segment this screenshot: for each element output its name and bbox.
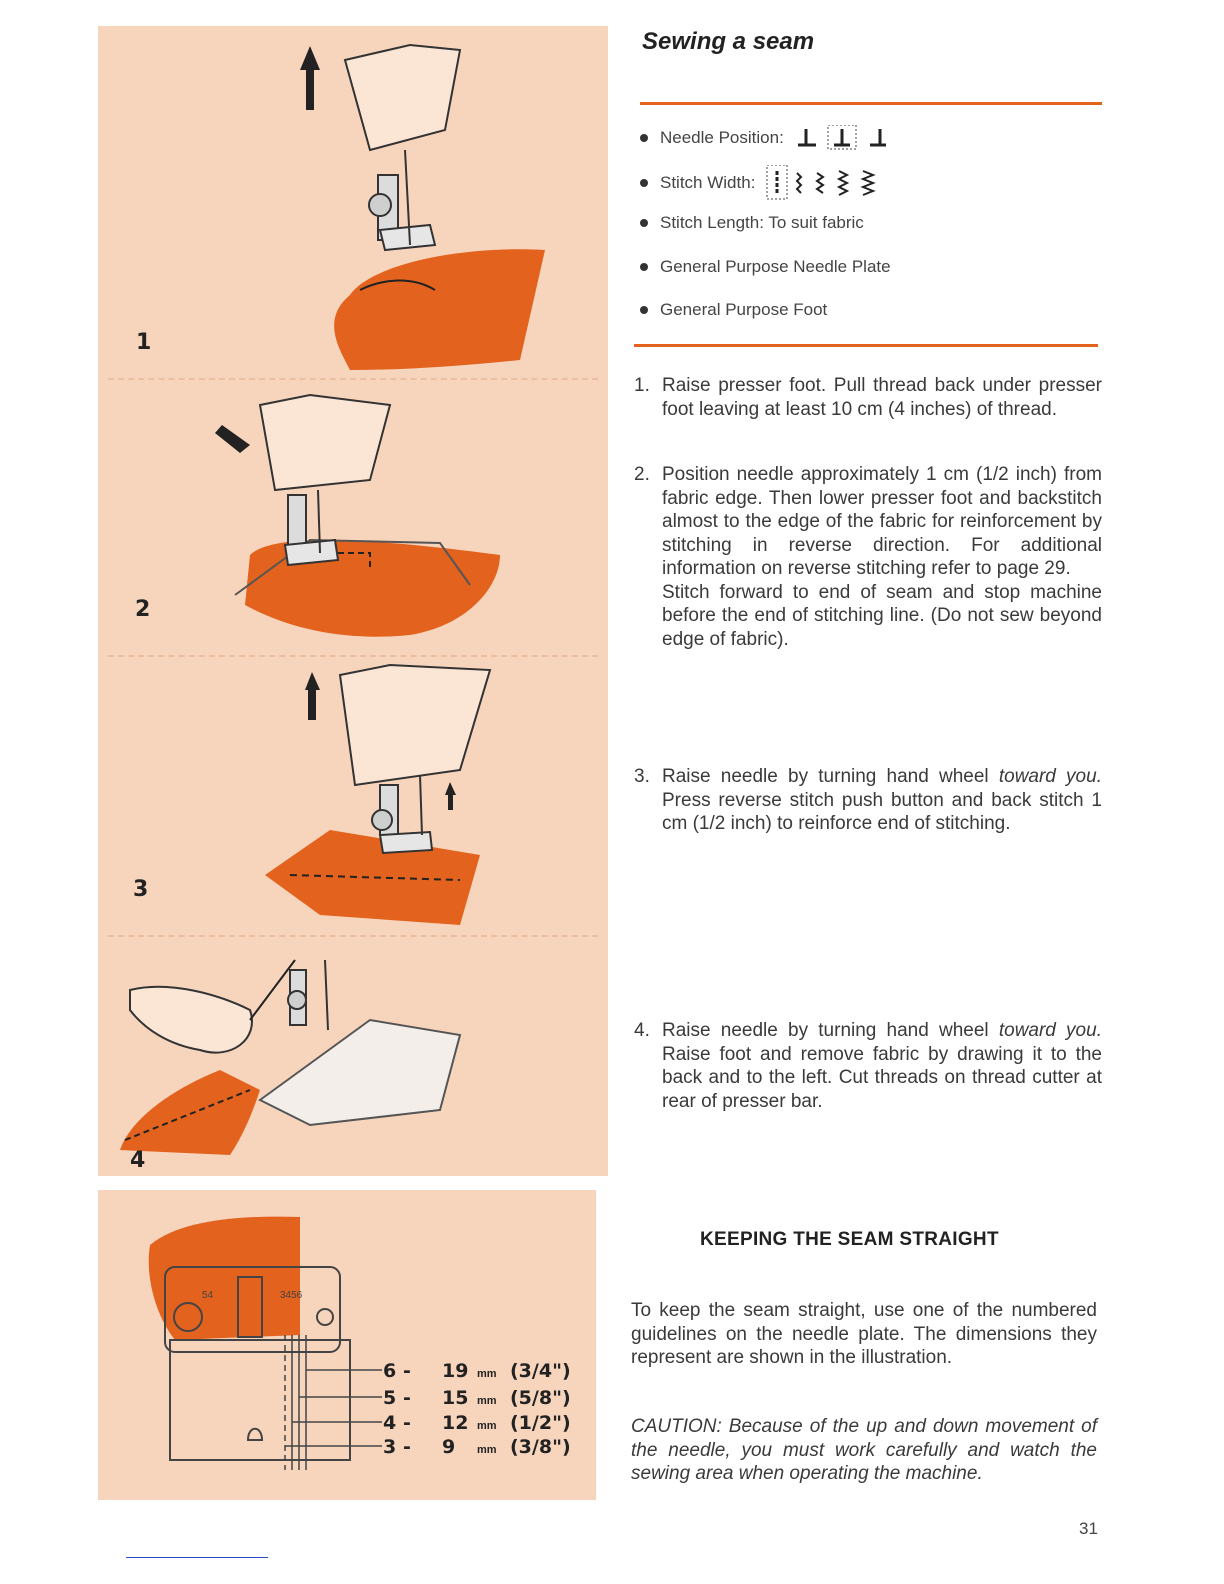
guideline-inch: (3/4"): [510, 1360, 571, 1382]
guideline-inch: (1/2"): [510, 1412, 571, 1434]
svg-text:-: -: [403, 1360, 411, 1382]
svg-text:-: -: [403, 1436, 411, 1458]
guideline-row: [383, 1412, 571, 1434]
pointer-arrow-icon: [215, 425, 250, 453]
bullet-icon: [640, 306, 648, 314]
presser-foot: [285, 540, 338, 565]
figure-divider: [108, 935, 598, 937]
instruction-step-2: 2. Position needle approximately 1 cm (1/2 inch) from fabric edge. Then lower presser foot and backstitch almost to the edge of the fabric for reinforcement by stitching in reverse direction. For additional information on reverse stitching refer to page 29. Stitch forward to end of seam and stop machine before the end of stitching line. (Do not sew beyond edge of fabric).: [634, 464, 1102, 650]
svg-text:-: -: [403, 1387, 411, 1409]
figure-number: 2: [135, 597, 151, 622]
instruction-step-4: 4. Raise needle by turning hand wheel toward you. Raise foot and remove fabric by drawing it to the back and to the left. Cut threads on thread cutter at rear of presser bar.: [634, 1020, 1102, 1112]
guideline-row: [383, 1360, 571, 1382]
section-heading: KEEPING THE SEAM STRAIGHT: [700, 1229, 999, 1250]
thumb-screw: [288, 991, 306, 1009]
instruction-step-3: 3. Raise needle by turning hand wheel toward you. Press reverse stitch push button and back stitch 1 cm (1/2 inch) to reinforce end of stitching.: [634, 766, 1102, 834]
figure-divider: [108, 655, 598, 657]
guideline-unit: mm: [477, 1395, 497, 1407]
fabric: [149, 1217, 300, 1340]
figure-divider: [108, 378, 598, 380]
machine-head: [260, 395, 390, 490]
figure-4-remove-fabric: [110, 940, 510, 1170]
setting-stitch-width: Stitch Width:: [640, 165, 905, 201]
presser-foot: [380, 832, 432, 853]
setting-stitch-length: Stitch Length: To suit fabric: [640, 213, 864, 233]
bed-outline: [170, 1340, 350, 1460]
guideline-unit: mm: [477, 1420, 497, 1432]
fabric: [120, 1070, 260, 1155]
machine-head: [340, 665, 490, 785]
guideline-inch: (3/8"): [510, 1436, 571, 1458]
plate-screw: [317, 1309, 333, 1325]
bullet-icon: [640, 263, 648, 271]
guideline-number: 3: [383, 1436, 397, 1458]
plate-mark-left: 54: [202, 1290, 214, 1301]
figure-number: 4: [130, 1148, 146, 1173]
fabric: [334, 249, 545, 370]
guideline-row: [383, 1436, 571, 1458]
presser-foot: [380, 225, 435, 250]
divider-rule: [634, 344, 1098, 347]
instruction-step-1: 1. Raise presser foot. Pull thread back under presser foot leaving at least 10 cm (4 inches) of thread.: [634, 375, 1102, 420]
guideline-unit: mm: [477, 1444, 497, 1456]
needle-position-icons: [794, 125, 894, 151]
fabric: [245, 540, 500, 637]
section-paragraph: To keep the seam straight, use one of the numbered guidelines on the needle plate. The dimensions they represent are shown in the illustration.: [631, 1300, 1097, 1368]
thread: [250, 960, 295, 1020]
bullet-icon: [640, 179, 648, 187]
guideline-inch: (5/8"): [510, 1387, 571, 1409]
needle-plate: [260, 1020, 460, 1125]
guideline-number: 4: [383, 1412, 397, 1434]
figure-3-reverse-stitch: [260, 660, 540, 930]
guideline-row: [383, 1387, 571, 1409]
setting-needle-position: Needle Position:: [640, 125, 894, 151]
hand: [130, 987, 252, 1053]
needle: [420, 775, 422, 835]
svg-text:-: -: [403, 1412, 411, 1434]
guideline-mm: 15: [442, 1387, 469, 1409]
figure-1-raise-presser-foot: [260, 40, 580, 370]
thumb-screw: [372, 810, 392, 830]
needle-up-arrow-icon: [445, 782, 456, 810]
stitch-width-icons: [765, 165, 905, 201]
guideline-number: 6: [383, 1360, 397, 1382]
fabric: [265, 830, 480, 925]
bullet-icon: [640, 134, 648, 142]
divider-rule: [640, 102, 1102, 105]
up-arrow-icon: [305, 672, 320, 720]
machine-head: [345, 45, 460, 150]
plate-mark-right: 3456: [280, 1290, 303, 1301]
guideline-mm: 19: [442, 1360, 469, 1382]
guideline-mm: 9: [442, 1436, 456, 1458]
figure-number: 1: [136, 330, 152, 355]
figure-2-backstitch: [210, 385, 510, 645]
guideline-unit: mm: [477, 1368, 497, 1380]
guideline-number: 5: [383, 1387, 397, 1409]
needle-plate-guidelines-diagram: [120, 1205, 590, 1485]
page-title: Sewing a seam: [642, 28, 815, 55]
page-number: 31: [1079, 1519, 1098, 1538]
setting-needle-plate: General Purpose Needle Plate: [640, 257, 891, 277]
guideline-mm: 12: [442, 1412, 469, 1434]
bobbin-cover-icon: [248, 1429, 262, 1440]
up-arrow-icon: [300, 46, 320, 110]
bullet-icon: [640, 219, 648, 227]
figure-number: 3: [133, 877, 149, 902]
caution-note: CAUTION: Because of the up and down movement of the needle, you must work carefully and watch the sewing area when operating the machine.: [631, 1416, 1097, 1484]
needle: [325, 960, 328, 1030]
thumb-screw: [369, 194, 391, 216]
setting-foot: General Purpose Foot: [640, 300, 827, 320]
underline-mark: [126, 1557, 268, 1558]
